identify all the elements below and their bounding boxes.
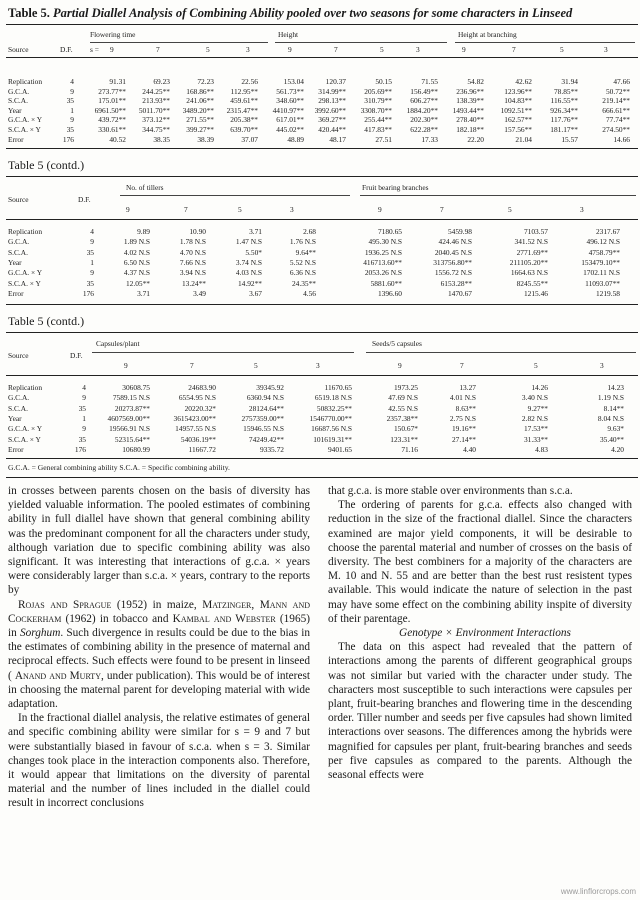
table-cell: 50832.25**	[316, 403, 352, 413]
s-value: 7	[512, 45, 516, 54]
s-value: 7	[440, 205, 444, 214]
table-cell: 52315.64**	[114, 434, 150, 444]
table-cell: 71.55	[421, 77, 438, 86]
s-value: 3	[604, 45, 608, 54]
table-cell: 4410.97**	[272, 105, 304, 115]
table-cell: 13.24**	[181, 278, 206, 288]
table-cell: 5.52 N.S	[289, 257, 316, 267]
s-value: 5	[560, 45, 564, 54]
table-cell: 47.66	[613, 77, 630, 86]
table-footnote: G.C.A. = General combining ability S.C.A. = Specific combining ability.	[8, 463, 230, 472]
table5-title: Table 5. Partial Diallel Analysis of Combining Ability pooled over two seasons for some characters in Linseed	[8, 6, 573, 20]
row-source: S.C.A.	[8, 96, 28, 106]
row-source: G.C.A. × Y	[8, 268, 43, 278]
row-df: 35	[86, 247, 94, 257]
row-df: 1	[82, 413, 86, 423]
table-cell: 9.64**	[295, 247, 316, 257]
table-cell: 123.96**	[504, 86, 532, 96]
table-cell: 1664.63 N.S	[510, 268, 548, 278]
table-cell: 37.07	[241, 134, 258, 144]
table5-contd-title: Table 5 (contd.)	[8, 158, 85, 172]
table-cell: 31.33**	[523, 434, 548, 444]
row-df: 9	[82, 424, 86, 434]
table-cell: 153.04	[283, 77, 304, 86]
table-cell: 2317.67	[595, 227, 620, 236]
table-cell: 2053.26 N.S	[364, 268, 402, 278]
table-cell: 6.36 N.S	[289, 268, 316, 278]
table-cell: 28124.64**	[248, 403, 284, 413]
table5-contd2-title: Table 5 (contd.)	[8, 314, 85, 328]
table-cell: 9.27**	[527, 403, 548, 413]
table-cell: 4.40	[463, 444, 476, 454]
row-source: Year	[8, 257, 22, 267]
s-value: 3	[580, 205, 584, 214]
table-cell: 14957.55 N.S	[175, 424, 216, 434]
table-cell: 16687.56 N.S	[311, 424, 352, 434]
table-cell: 373.12**	[142, 115, 170, 125]
table-cell: 21.04	[515, 134, 532, 144]
table-cell: 622.28**	[410, 125, 438, 134]
row-source: S.C.A. × Y	[8, 278, 41, 288]
table-cell: 2771.69**	[516, 247, 548, 257]
table-cell: 42.62	[515, 77, 532, 86]
table-cell: 211105.20**	[509, 257, 548, 267]
table-cell: 639.70**	[230, 125, 258, 134]
row-source: S.C.A. × Y	[8, 125, 41, 134]
table-cell: 138.39**	[456, 96, 484, 106]
table-cell: 2357.38**	[386, 413, 418, 423]
table-cell: 11670.65	[324, 383, 352, 392]
col-header-df: D.F.	[70, 351, 83, 360]
table-cell: 38.39	[197, 134, 214, 144]
table-cell: 50.15	[375, 77, 392, 86]
table-cell: 255.44**	[364, 115, 392, 125]
table-cell: 2.82 N.S	[521, 413, 548, 423]
col-header-source: Source	[8, 45, 29, 54]
table-cell: 101619.31**	[313, 434, 352, 444]
s-value: 5	[206, 45, 210, 54]
table-cell: 74249.42**	[248, 434, 284, 444]
table-cell: 8.04 N.S	[597, 413, 624, 423]
table-cell: 4.20	[611, 444, 624, 454]
table-cell: 298.13**	[318, 96, 346, 106]
table-cell: 2315.47**	[226, 105, 258, 115]
table-cell: 241.06**	[186, 96, 214, 106]
row-source: S.C.A.	[8, 247, 28, 257]
table-cell: 22.20	[467, 134, 484, 144]
row-df: 9	[70, 86, 74, 96]
table-cell: 330.61**	[98, 125, 126, 134]
table-cell: 4.83	[535, 444, 548, 454]
col-header-source: Source	[8, 351, 29, 360]
table-cell: 3489.20**	[182, 105, 214, 115]
left-column	[8, 484, 310, 811]
group-header: Capsules/plant	[96, 339, 140, 348]
table-cell: 1215.46	[523, 288, 548, 298]
table-cell: 5459.98	[447, 227, 472, 236]
table-cell: 666.61**	[602, 105, 630, 115]
table-cell: 20273.87**	[114, 403, 150, 413]
table-cell: 1092.51**	[500, 105, 532, 115]
row-df: 35	[78, 434, 86, 444]
table-cell: 205.38**	[230, 115, 258, 125]
table-cell: 38.35	[153, 134, 170, 144]
table-cell: 40.52	[109, 134, 126, 144]
table-cell: 4.56	[303, 288, 316, 298]
table-cell: 561.73**	[276, 86, 304, 96]
table-cell: 181.17**	[550, 125, 578, 134]
table-cell: 1396.60	[377, 288, 402, 298]
table-cell: 24683.90	[188, 383, 216, 392]
table-cell: 48.89	[287, 134, 304, 144]
table-cell: 6554.95 N.S	[178, 393, 216, 403]
table-cell: 17.53**	[523, 424, 548, 434]
table-cell: 495.30 N.S	[368, 237, 402, 247]
table-cell: 496.12 N.S	[586, 237, 620, 247]
table-cell: 4.70 N.S	[179, 247, 206, 257]
s-value: 5	[254, 361, 258, 370]
table-cell: 78.85**	[553, 86, 578, 96]
table-cell: 1973.25	[393, 383, 418, 392]
table-cell: 1219.58	[595, 288, 620, 298]
row-df: 9	[90, 237, 94, 247]
row-source: Replication	[8, 383, 43, 392]
table-cell: 156.49**	[410, 86, 438, 96]
table-cell: 213.93**	[142, 96, 170, 106]
table-cell: 71.16	[401, 444, 418, 454]
table-cell: 4607569.00**	[107, 413, 150, 423]
table-cell: 42.55 N.S	[388, 403, 418, 413]
paragraph: Rojas and Sprague (1952) in maize, Matzinger, Mann and Cockerham (1962) in tobacco and Kambal and Webster (1965) in Sorghum. Such divergence in results could be due to the bias in the estimates of combining ability in the presence of maternal and reciprocal effects. Such effects were found to be present in linseed ( Anand and Murty, under publication). This would be of interest in choosing the maternal parent for developing material with wide adaptation.	[8, 598, 311, 711]
table-cell: 399.27**	[186, 125, 214, 134]
table-cell: 1702.11 N.S	[583, 268, 620, 278]
table-cell: 5011.70**	[138, 105, 170, 115]
table-cell: 175.01**	[98, 96, 126, 106]
table-cell: 12.05**	[125, 278, 150, 288]
table-cell: 4.02 N.S	[123, 247, 150, 257]
s-value: 9	[398, 361, 402, 370]
s-value: 7	[460, 361, 464, 370]
table-cell: 116.55**	[550, 96, 578, 106]
table-cell: 13.27	[459, 383, 476, 392]
table-cell: 4.37 N.S	[123, 268, 150, 278]
table-cell: 348.60**	[276, 96, 304, 106]
s-value: 3	[316, 361, 320, 370]
table-cell: 310.79**	[364, 96, 392, 106]
table-cell: 112.95**	[230, 86, 258, 96]
row-df: 4	[82, 383, 86, 392]
table-cell: 1.19 N.S	[597, 393, 624, 403]
group-header: Fruit bearing branches	[362, 183, 429, 192]
table-cell: 424.46 N.S	[438, 237, 472, 247]
table-cell: 4758.79**	[588, 247, 620, 257]
s-value: 7	[184, 205, 188, 214]
table-cell: 1936.25 N.S	[364, 247, 402, 257]
row-df: 35	[78, 403, 86, 413]
table-cell: 150.67*	[393, 424, 418, 434]
s-value: 5	[380, 45, 384, 54]
table-cell: 50.72**	[605, 86, 630, 96]
s-value: 7	[156, 45, 160, 54]
table-cell: 7.66 N.S	[179, 257, 206, 267]
table-cell: 3.67	[249, 288, 262, 298]
watermark: www.linflorcrops.com	[560, 887, 636, 896]
section-heading: Genotype × Environment Interactions	[399, 627, 571, 640]
table-cell: 27.51	[375, 134, 392, 144]
table-cell: 1.76 N.S	[289, 237, 316, 247]
row-df: 9	[82, 393, 86, 403]
table-cell: 10680.99	[122, 444, 150, 454]
table-cell: 9335.72	[259, 444, 284, 454]
s-value: 9	[462, 45, 466, 54]
table-cell: 5.50*	[245, 247, 262, 257]
s-value: 5	[534, 361, 538, 370]
row-df: 9	[90, 268, 94, 278]
paragraph: that g.c.a. is more stable over environments than s.c.a.	[328, 485, 573, 497]
col-header-df: D.F.	[60, 45, 73, 54]
row-df: 1	[90, 257, 94, 267]
table-cell: 5881.60**	[370, 278, 402, 288]
table-cell: 7103.57	[523, 227, 548, 236]
table-cell: 926.34**	[550, 105, 578, 115]
table-cell: 3.94 N.S	[179, 268, 206, 278]
table-cell: 278.40**	[456, 115, 484, 125]
group-header: Flowering time	[90, 30, 136, 39]
table-cell: 6519.18 N.S	[314, 393, 352, 403]
row-source: Replication	[8, 77, 43, 86]
table-cell: 1493.44**	[452, 105, 484, 115]
table-cell: 8.63**	[455, 403, 476, 413]
table-cell: 1.47 N.S	[235, 237, 262, 247]
row-df: 35	[86, 278, 94, 288]
table-cell: 2.68	[303, 227, 316, 236]
row-source: G.C.A. × Y	[8, 424, 43, 434]
table-cell: 420.44**	[318, 125, 346, 134]
table-cell: 168.86**	[186, 86, 214, 96]
row-source: Year	[8, 105, 22, 115]
s-value: 9	[110, 45, 114, 54]
row-source: Error	[8, 134, 24, 144]
row-df: 176	[74, 444, 86, 454]
table-cell: 35.40**	[599, 434, 624, 444]
row-source: S.C.A. × Y	[8, 434, 41, 444]
table-cell: 439.72**	[98, 115, 126, 125]
table-cell: 1470.67	[447, 288, 472, 298]
table-cell: 1556.72 N.S	[434, 268, 472, 278]
table-cell: 11667.72	[188, 444, 216, 454]
table-cell: 3.40 N.S	[521, 393, 548, 403]
table-cell: 2.75 N.S	[449, 413, 476, 423]
table-cell: 7589.15 N.S	[112, 393, 150, 403]
row-df: 9	[70, 115, 74, 125]
table-cell: 11093.07**	[585, 278, 620, 288]
table-cell: 617.01**	[276, 115, 304, 125]
paragraph: The data on this aspect had revealed that the pattern of interactions among the parents of different geographical groups was not similar but varied with the character under study. The characters most susceptible to such interactions were capsules per plant, fruit-bearing branches and flowering time in the descending order. Tiller number and seeds per five capsules had shown limited interactions over seasons. The differences among the hybrids were magnified for capsules per plant, fruit-bearing branches and seeds per five capsules as compared to the parents. Although the seasonal effects were	[328, 641, 632, 782]
s-value: 7	[190, 361, 194, 370]
table-cell: 117.76**	[550, 115, 578, 125]
table-cell: 445.02**	[276, 125, 304, 134]
table-cell: 459.61**	[230, 96, 258, 106]
s-value: 3	[290, 205, 294, 214]
table-cell: 3.74 N.S	[235, 257, 262, 267]
row-source: G.C.A.	[8, 393, 30, 403]
table-cell: 22.56	[241, 77, 258, 86]
paragraph: in crosses between parents chosen on the basis of diversity has yielded valuable information. The pooled estimates of combining ability in full diallel have shown that general combining ability was the predominant component for all the characters under study, although variation due to specific combining ability was also significant. It was interesting that interactions of g.c.a. × years were considerably larger than s.c.a. × years, contrary to the reports by	[8, 485, 310, 597]
table-cell: 54036.19**	[180, 434, 216, 444]
table-cell: 9.89	[137, 227, 150, 236]
s-value: 9	[378, 205, 382, 214]
table-cell: 14.23	[607, 383, 624, 392]
row-df: 176	[62, 134, 74, 144]
table-cell: 54.82	[467, 77, 484, 86]
table-cell: 15.57	[561, 134, 578, 144]
table-cell: 72.23	[197, 77, 214, 86]
table-cell: 3.49	[193, 288, 206, 298]
table-cell: 4.03 N.S	[235, 268, 262, 278]
table-cell: 24.35**	[291, 278, 316, 288]
table-cell: 31.94	[561, 77, 578, 86]
table-cell: 123.31**	[390, 434, 418, 444]
table-cell: 17.33	[421, 134, 438, 144]
table-cell: 162.57**	[504, 115, 532, 125]
row-df: 1	[70, 105, 74, 115]
row-df: 176	[82, 288, 94, 298]
row-df: 35	[66, 96, 74, 106]
table-cell: 202.30**	[410, 115, 438, 125]
table-cell: 153479.10**	[581, 257, 620, 267]
table-cell: 314.99**	[318, 86, 346, 96]
table-cell: 2040.45 N.S	[434, 247, 472, 257]
table-cell: 77.74**	[605, 115, 630, 125]
table-cell: 271.55**	[186, 115, 214, 125]
table-cell: 14.92**	[237, 278, 262, 288]
row-source: G.C.A.	[8, 237, 30, 247]
table-cell: 9401.65	[327, 444, 352, 454]
group-header: Seeds/5 capsules	[372, 339, 422, 348]
row-source: Year	[8, 413, 22, 423]
row-source: G.C.A. × Y	[8, 115, 43, 125]
table-cell: 3615423.00**	[173, 413, 216, 423]
table-cell: 1.89 N.S	[123, 237, 150, 247]
table-cell: 606.27**	[410, 96, 438, 106]
table-cell: 6.50 N.S	[123, 257, 150, 267]
s-value: 3	[246, 45, 250, 54]
table-cell: 120.37	[325, 77, 346, 86]
table-cell: 20220.32*	[184, 403, 216, 413]
row-source: S.C.A.	[8, 403, 28, 413]
table-cell: 182.18**	[456, 125, 484, 134]
table-cell: 313756.80**	[433, 257, 472, 267]
s-value: 3	[416, 45, 420, 54]
table-cell: 39345.92	[256, 383, 284, 392]
right-column	[328, 484, 632, 782]
table-cell: 344.75**	[142, 125, 170, 134]
table-cell: 15946.55 N.S	[243, 424, 284, 434]
table-cell: 19566.91 N.S	[109, 424, 150, 434]
table-cell: 3308.70**	[360, 105, 392, 115]
row-source: G.C.A.	[8, 86, 30, 96]
s-value: 5	[238, 205, 242, 214]
row-source: Error	[8, 444, 24, 454]
row-source: Error	[8, 288, 24, 298]
group-header: No. of tillers	[126, 183, 164, 192]
table-cell: 69.23	[153, 77, 170, 86]
paragraph: The ordering of parents for g.c.a. effects also changed with reduction in the size of the fractional diallel. Since the characters examined are major yield components, it will be desirable to choose the parental material and number of crosses on the basis of diversity. The best combiners for a majority of the characters are M. 10 and N. 55 and are better than the best rust resistent types available. This would indicate the nature of selection in the past may have some effect on the combining ability inspite of diversity of their parentage.	[328, 499, 632, 625]
row-df: 35	[66, 125, 74, 134]
s-value: 9	[126, 205, 130, 214]
paragraph: In the fractional diallel analysis, the relative estimates of general and specific combining ability were similar for s = 9 and 7 but were substantially biased in favour of s.c.a. when s = 3. Similar changes took place in the interaction components also. Therefore, it would appear that limitations on the diversity of parental material and the number of lines included in the diallel could result in incorrect conclusions	[8, 712, 310, 810]
col-header-df: D.F.	[78, 195, 91, 204]
table-cell: 91.31	[109, 77, 126, 86]
s-header: s =	[90, 45, 99, 54]
table-cell: 2757359.00**	[241, 413, 284, 423]
s-value: 3	[600, 361, 604, 370]
table-cell: 157.56**	[504, 125, 532, 134]
table-cell: 48.17	[329, 134, 346, 144]
table-cell: 244.25**	[142, 86, 170, 96]
table-cell: 1884.20**	[406, 105, 438, 115]
table-cell: 6153.28**	[440, 278, 472, 288]
table-cell: 219.14**	[602, 96, 630, 106]
table-cell: 10.90	[189, 227, 206, 236]
s-value: 5	[508, 205, 512, 214]
group-header: Height at branching	[458, 30, 517, 39]
table-cell: 205.69**	[364, 86, 392, 96]
table-cell: 104.83**	[504, 96, 532, 106]
table-cell: 6360.94 N.S	[246, 393, 284, 403]
table-cell: 7180.65	[377, 227, 402, 236]
table-cell: 416713.60**	[363, 257, 402, 267]
table-cell: 6961.50**	[94, 105, 126, 115]
table-cell: 3992.60**	[314, 105, 346, 115]
table-cell: 3.71	[137, 288, 150, 298]
table-cell: 341.52 N.S	[514, 237, 548, 247]
s-value: 9	[124, 361, 128, 370]
table-cell: 1.78 N.S	[179, 237, 206, 247]
table-cell: 4.01 N.S	[449, 393, 476, 403]
row-source: Replication	[8, 227, 43, 236]
table-cell: 19.16**	[451, 424, 476, 434]
row-df: 4	[70, 77, 74, 86]
table-cell: 369.27**	[318, 115, 346, 125]
table-cell: 8245.55**	[516, 278, 548, 288]
row-df: 4	[90, 227, 94, 236]
table-cell: 273.77**	[98, 86, 126, 96]
col-header-source: Source	[8, 195, 29, 204]
table-cell: 30608.75	[122, 383, 150, 392]
table-cell: 9.63*	[607, 424, 624, 434]
table-cell: 417.83**	[364, 125, 392, 134]
s-value: 7	[334, 45, 338, 54]
table-cell: 274.50**	[602, 125, 630, 134]
table-cell: 8.14**	[603, 403, 624, 413]
table-cell: 14.26	[531, 383, 548, 392]
table-cell: 3.71	[249, 227, 262, 236]
table-cell: 14.66	[613, 134, 630, 144]
table-cell: 27.14**	[451, 434, 476, 444]
table-cell: 236.96**	[456, 86, 484, 96]
s-value: 9	[288, 45, 292, 54]
table-cell: 1546770.00**	[309, 413, 352, 423]
table-cell: 47.69 N.S	[388, 393, 418, 403]
group-header: Height	[278, 30, 299, 39]
